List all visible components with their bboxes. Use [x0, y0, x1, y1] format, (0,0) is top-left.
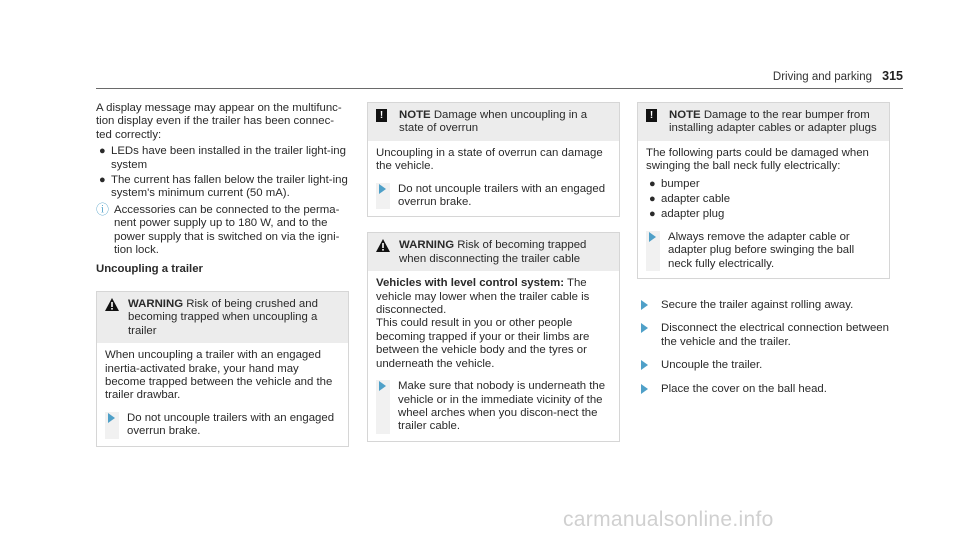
step-arrow-icon: [108, 413, 115, 423]
warning-step: Do not uncouple trailers with an engaged overrun brake.: [105, 412, 340, 439]
hint-note: ⓘ Accessories can be connected to the perma-nent power supply up to 180 W, and to the power supply that is switched on via the igni-tion lock.: [96, 201, 340, 257]
procedure-step: Secure the trailer against rolling away.: [637, 299, 890, 312]
condition-label: Vehicles with level control system:: [376, 277, 565, 290]
note-box-bumper: [637, 102, 890, 279]
header-divider: [96, 88, 903, 89]
warning-body: When uncoupling a trailer with an engaged inertia-activated brake, your hand may become trapped between the vehicle and the trailer drawbar. Do not uncouple trailers with an engaged overrun brake.: [97, 343, 348, 445]
warning-icon: [376, 239, 390, 256]
note-label: NOTE: [399, 109, 431, 121]
bullet-icon: ●: [649, 208, 656, 221]
step-arrow-icon: [379, 184, 386, 194]
note-label: NOTE: [669, 109, 701, 121]
warning-header: [368, 233, 619, 271]
note-header: [368, 103, 619, 141]
section-heading: Uncoupling a trailer: [96, 263, 203, 276]
step-arrow-icon: [641, 360, 648, 370]
note-body: Uncoupling in a state of overrun can damage the vehicle. Do not uncouple trailers with an engaged overrun brake.: [368, 141, 619, 217]
list-item: ● adapter cable: [649, 193, 731, 206]
bullet-icon: ●: [99, 145, 106, 158]
warning-icon: [105, 298, 119, 315]
list-item: ● adapter plug: [649, 208, 725, 221]
page-number: 315: [882, 69, 903, 83]
warning-label: WARNING: [399, 239, 455, 252]
warning-title: Risk of becoming trapped when disconnecting the trailer cable: [399, 239, 587, 265]
procedure-step: Uncouple the trailer.: [637, 359, 890, 372]
column-3: [637, 102, 890, 406]
list-item: ● LEDs have been installed in the trailer light-ing system: [99, 145, 346, 171]
warning-label: WARNING: [128, 297, 184, 310]
list-item: ● bumper: [649, 177, 700, 190]
info-icon: ⓘ: [96, 201, 110, 217]
step-arrow-icon: [641, 323, 648, 333]
step-arrow-icon: [641, 300, 648, 310]
warning-header: [97, 292, 348, 343]
warning-body: Vehicles with level control system: The vehicle may lower when the trailer cable is disconnected. This could result in you or other people becoming trapped if your or their limbs are between the vehicle body and the tyres or underneath the vehicle. Make sure that nobody is underneath the vehicle or in the immediate vicinity of the wheel arches when you discon-nect the trailer cable.: [368, 271, 619, 440]
note-header: [638, 103, 889, 141]
bullet-icon: ●: [649, 193, 656, 206]
note-body: The following parts could be damaged when swinging the ball neck fully electrically: ● bumper ● adapter cable ● adapter plug Always remove the adapter cable or adapter plug before swinging the ball neck fully electrically.: [638, 141, 889, 278]
warning-box-crushed: [96, 291, 349, 447]
note-step: Always remove the adapter cable or adapter plug before swinging the ball neck fully electrically.: [646, 231, 881, 271]
bullet-icon: ●: [649, 177, 656, 190]
note-box-overrun: [367, 102, 620, 217]
damaged-parts-list: [646, 178, 881, 222]
note-title: Damage to the rear bumper from installing adapter cables or adapter plugs: [669, 109, 877, 135]
intro-text: A display message may appear on the multifunc-tion display even if the trailer has been connec-ted correctly:: [96, 102, 342, 141]
step-arrow-icon: [649, 232, 656, 242]
warning-title: Risk of being crushed and becoming trapped when uncoupling a trailer: [128, 297, 318, 337]
step-arrow-icon: [379, 381, 386, 391]
note-icon: !: [376, 109, 387, 122]
warning-step: Make sure that nobody is underneath the vehicle or in the immediate vicinity of the wheel arches when you discon-nect the trailer cable.: [376, 380, 611, 434]
procedure-step: Disconnect the electrical connection between the vehicle and the trailer.: [637, 322, 890, 349]
column-2: [367, 102, 620, 457]
note-title: Damage when uncoupling in a state of overrun: [399, 109, 588, 135]
note-step: Do not uncouple trailers with an engaged overrun brake.: [376, 183, 611, 210]
bullet-icon: ●: [99, 174, 106, 187]
section-title: Driving and parking: [772, 71, 872, 83]
warning-box-trapped: [367, 232, 620, 441]
procedure-step: Place the cover on the ball head.: [637, 383, 890, 396]
note-icon: !: [646, 109, 657, 122]
step-arrow-icon: [641, 384, 648, 394]
list-item: ● The current has fallen below the trailer light-ing system's minimum current (50 mA).: [99, 174, 348, 200]
watermark: carmanualsonline.info: [563, 508, 774, 531]
column-1: [96, 102, 349, 462]
display-message-list: [96, 145, 349, 201]
